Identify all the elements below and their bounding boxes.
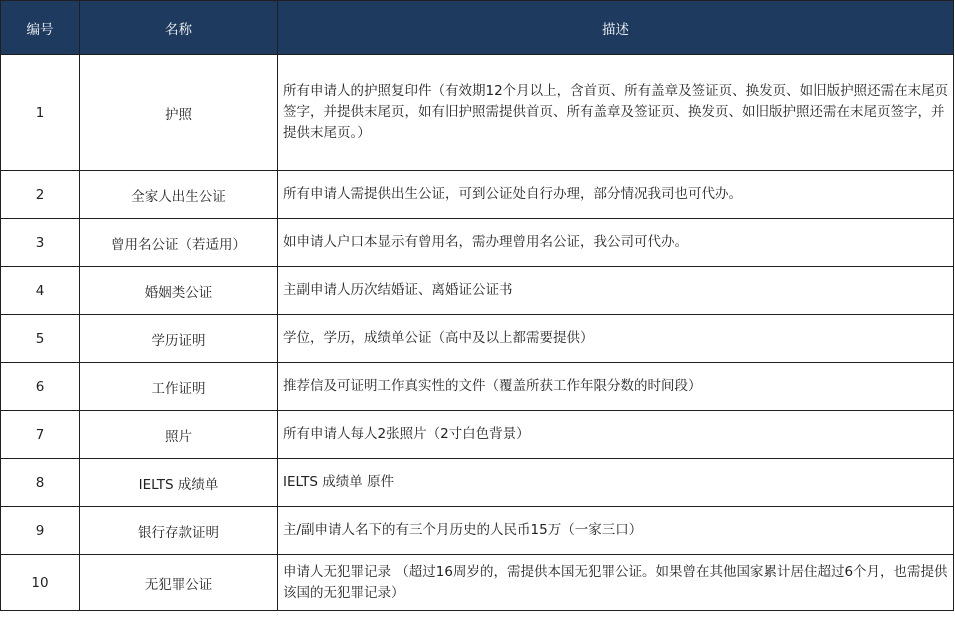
table-row: [1, 411, 954, 459]
row-number: 6: [1, 363, 80, 411]
table-row: [1, 267, 954, 315]
row-number: 5: [1, 315, 80, 363]
row-name: 银行存款证明: [80, 507, 278, 555]
table-row: [1, 507, 954, 555]
row-description: IELTS 成绩单 原件: [278, 459, 954, 507]
row-number: 4: [1, 267, 80, 315]
row-description: 所有申请人每人2张照片（2寸白色背景）: [278, 411, 954, 459]
table-row: [1, 363, 954, 411]
header-name: 名称: [80, 1, 278, 55]
row-number: 2: [1, 171, 80, 219]
row-description: 主副申请人历次结婚证、离婚证公证书: [278, 267, 954, 315]
header-number: 编号: [1, 1, 80, 55]
table-row: [1, 55, 954, 171]
row-name: 护照: [80, 55, 278, 171]
table-row: [1, 459, 954, 507]
header-row: [1, 1, 954, 55]
row-description: 如申请人户口本显示有曾用名，需办理曾用名公证，我公司可代办。: [278, 219, 954, 267]
row-number: 8: [1, 459, 80, 507]
row-name: 学历证明: [80, 315, 278, 363]
row-number: 3: [1, 219, 80, 267]
row-number: 1: [1, 55, 80, 171]
table-row: [1, 171, 954, 219]
row-description: 推荐信及可证明工作真实性的文件（覆盖所获工作年限分数的时间段）: [278, 363, 954, 411]
row-name: 照片: [80, 411, 278, 459]
row-description: 申请人无犯罪记录 （超过16周岁的，需提供本国无犯罪公证。如果曾在其他国家累计居住超过6个月，也需提供该国的无犯罪记录）: [278, 555, 954, 611]
row-name: 婚姻类公证: [80, 267, 278, 315]
row-number: 7: [1, 411, 80, 459]
row-name: IELTS 成绩单: [80, 459, 278, 507]
table-row: [1, 315, 954, 363]
row-name: 全家人出生公证: [80, 171, 278, 219]
header-description: 描述: [278, 1, 954, 55]
row-name: 曾用名公证（若适用）: [80, 219, 278, 267]
row-description: 学位，学历，成绩单公证（高中及以上都需要提供）: [278, 315, 954, 363]
row-description: 所有申请人需提供出生公证，可到公证处自行办理，部分情况我司也可代办。: [278, 171, 954, 219]
table-row: [1, 555, 954, 611]
row-description: 主/副申请人名下的有三个月历史的人民币15万（一家三口）: [278, 507, 954, 555]
table-row: [1, 219, 954, 267]
row-name: 无犯罪公证: [80, 555, 278, 611]
row-number: 9: [1, 507, 80, 555]
row-description: 所有申请人的护照复印件（有效期12个月以上，含首页、所有盖章及签证页、换发页、如旧版护照还需在末尾页签字，并提供末尾页，如有旧护照需提供首页、所有盖章及签证页、换发页、如旧版护照还需在末尾页签字，并提供末尾页。）: [278, 55, 954, 171]
row-number: 10: [1, 555, 80, 611]
row-name: 工作证明: [80, 363, 278, 411]
